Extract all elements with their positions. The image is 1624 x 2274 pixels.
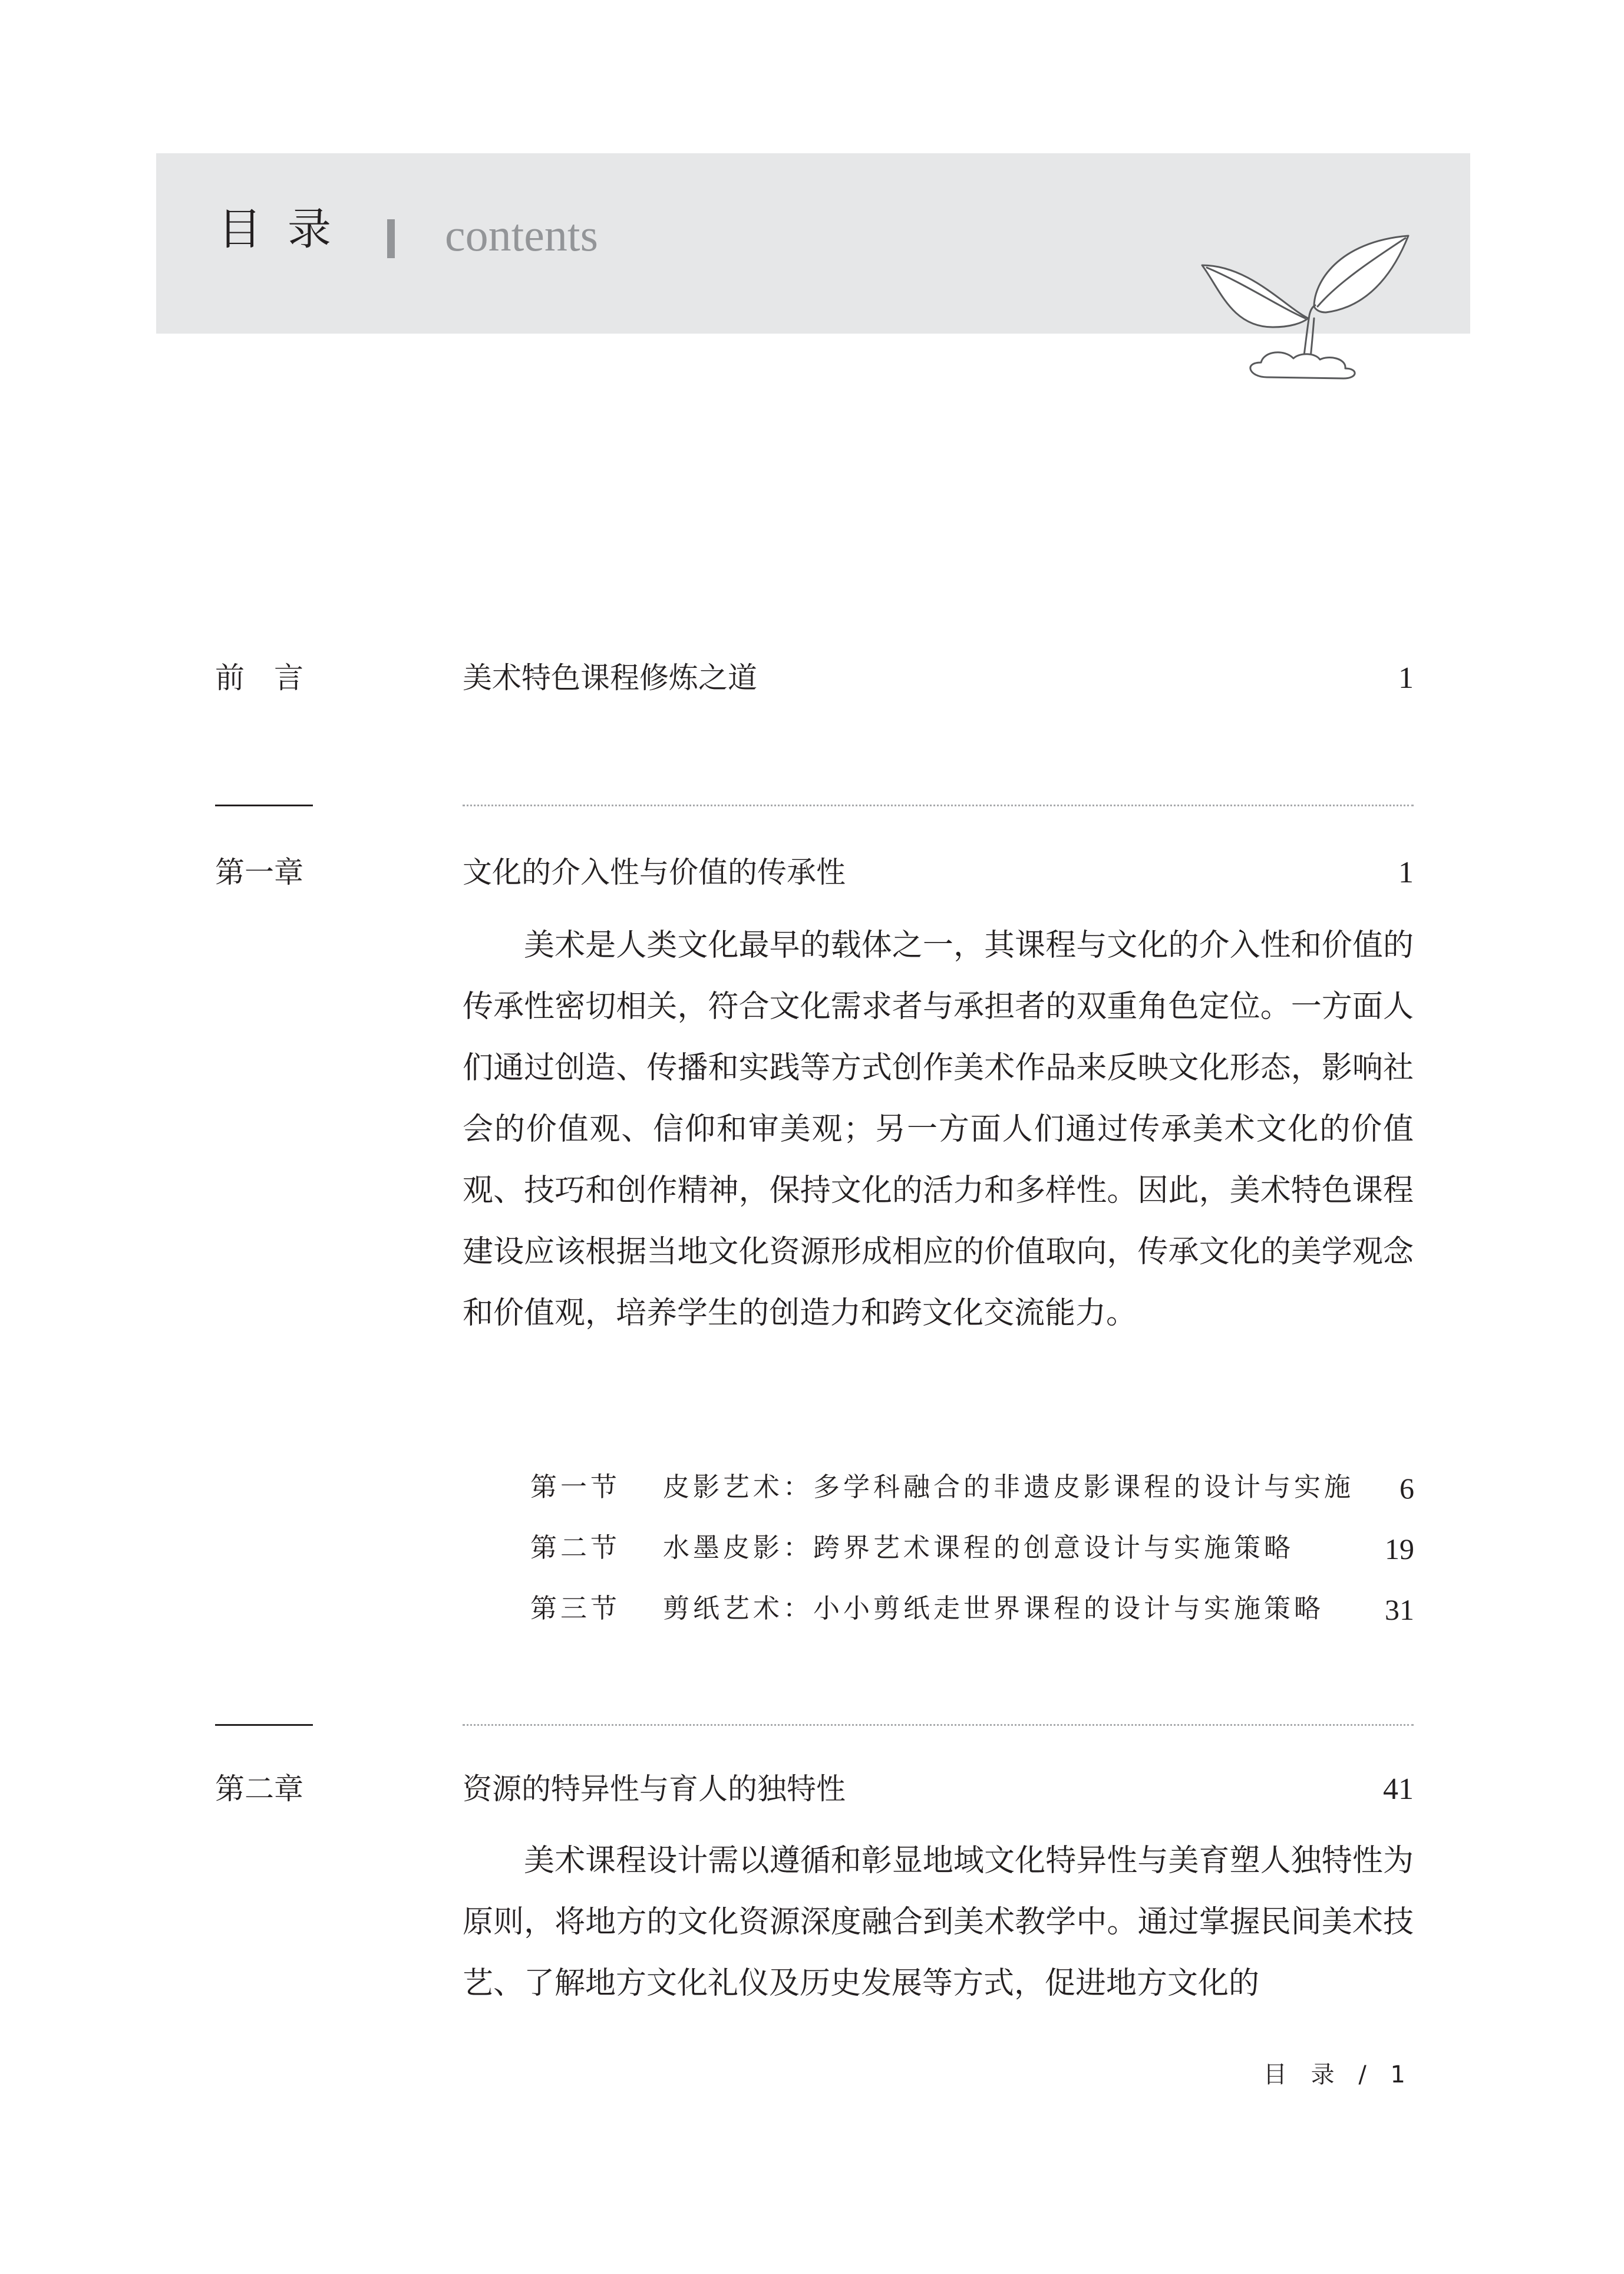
preface-title[interactable]: 美术特色课程修炼之道 — [463, 661, 757, 695]
title-divider — [387, 219, 395, 258]
chapter-title[interactable]: 资源的特异性与育人的独特性 — [463, 1772, 846, 1806]
section-number: 第一节 — [530, 1471, 621, 1502]
toc-entry-section[interactable] — [530, 1534, 1414, 1570]
chapter-title[interactable]: 文化的介入性与价值的传承性 — [463, 855, 846, 889]
section-page: 6 — [1399, 1472, 1414, 1505]
toc-entry-section[interactable] — [530, 1471, 1414, 1509]
page-subtitle: contents — [445, 209, 598, 261]
chapter-label: 第二章 — [215, 1772, 303, 1806]
section-number: 第二节 — [530, 1532, 621, 1563]
dotted-divider — [463, 805, 1414, 806]
toc-entry-section[interactable] — [530, 1595, 1414, 1630]
section-title: 水墨皮影：跨界艺术课程的创意设计与实施策略 — [663, 1532, 1295, 1563]
chapter-summary: 美术课程设计需以遵循和彰显地域文化特异性与美育塑人独特性为原则，将地方的文化资源深度融合到美术教学中。通过掌握民间美术技艺、了解地方文化礼仪及历史发展等方式，促进地方文化的 — [463, 1843, 1414, 2001]
page-title: 目录 — [218, 204, 357, 255]
page-footer: 目 录 / 1 — [1263, 2061, 1414, 2088]
section-number: 第三节 — [530, 1593, 621, 1624]
chapter-page: 41 — [1383, 1772, 1414, 1806]
section-title: 剪纸艺术：小小剪纸走世界课程的设计与实施策略 — [663, 1593, 1325, 1624]
chapter-divider — [215, 805, 313, 806]
chapter-page: 1 — [1398, 856, 1414, 889]
section-page: 19 — [1385, 1533, 1414, 1566]
preface-page: 1 — [1398, 661, 1414, 695]
section-page: 31 — [1385, 1593, 1414, 1626]
chapter-summary: 美术是人类文化最早的载体之一，其课程与文化的介入性和价值的传承性密切相关，符合文化需求者与承担者的双重角色定位。一方面人们通过创造、传播和实践等方式创作美术作品来反映文化形态，影响社会的价值观、信仰和审美观；另一方面人们通过传承美术文化的价值观、技巧和创作精神，保持文化的活力和多样性。因此，美术特色课程建设应该根据当地文化资源形成相应的价值取向，传承文化的美学观念和价值观，培养学生的创造力和跨文化交流能力。 — [463, 928, 1414, 1331]
dotted-divider — [463, 1724, 1414, 1726]
chapter-label: 第一章 — [215, 855, 303, 889]
sprout-icon — [1179, 218, 1426, 401]
chapter-divider — [215, 1724, 313, 1726]
preface-label: 前 言 — [215, 661, 303, 695]
section-title: 皮影艺术：多学科融合的非遗皮影课程的设计与实施 — [663, 1471, 1355, 1502]
